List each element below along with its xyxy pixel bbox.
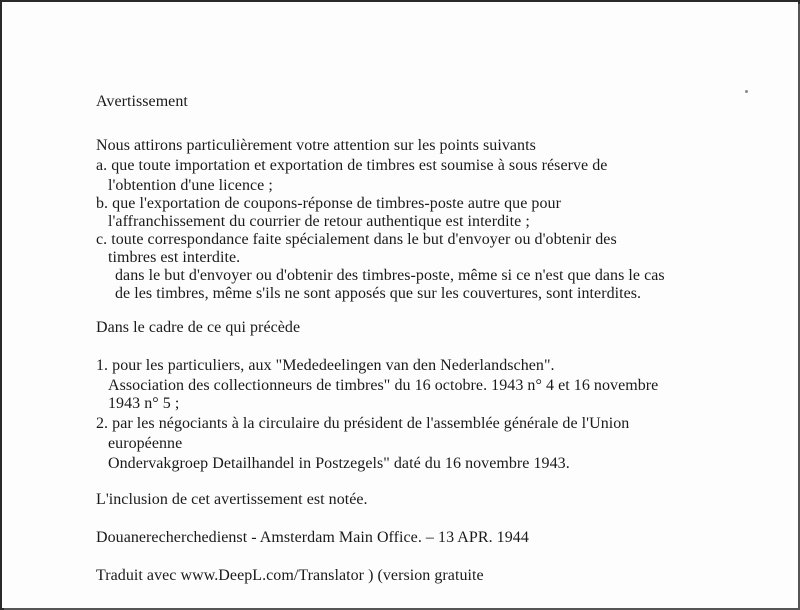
item-2-line-2: européenne <box>108 435 183 452</box>
item-1-line-1: 1. pour les particuliers, aux "Mededeelingen van den Nederlandschen". <box>96 357 555 374</box>
item-2-line-1: 2. par les négociants à la circulaire du président de l'assemblée générale de l'Union <box>96 415 630 432</box>
paper-speck <box>745 90 748 93</box>
item-c-line-2: timbres est interdite. <box>108 249 241 266</box>
item-c-line-1: c. toute correspondance faite spécialement dans le but d'envoyer ou d'obtenir des <box>96 231 617 248</box>
translation-credit: Traduit avec www.DeepL.com/Translator ) (version gratuite <box>96 567 484 584</box>
item-1-line-2: Association des collectionneurs de timbres" du 16 octobre. 1943 n° 4 et 16 novembre <box>108 377 659 394</box>
item-2-line-3: Ondervakgroep Detailhandel in Postzegels" daté du 16 novembre 1943. <box>108 455 570 472</box>
item-c-line-4: de les timbres, même s'ils ne sont apposés que sur les couvertures, sont interdites. <box>115 285 642 302</box>
context-heading: Dans le cadre de ce qui précède <box>96 319 301 336</box>
item-a-line-2: l'obtention d'une licence ; <box>108 177 273 194</box>
item-b-line-1: b. que l'exportation de coupons-réponse de timbres-poste autre que pour <box>96 195 561 212</box>
document-title: Avertissement <box>96 93 188 110</box>
inclusion-note: L'inclusion de cet avertissement est notée. <box>96 491 368 508</box>
item-b-line-2: l'affranchissement du courrier de retour authentique est interdite ; <box>108 213 530 230</box>
office-stamp-line: Douanerecherchedienst - Amsterdam Main Office. – 13 APR. 1944 <box>96 529 529 546</box>
item-1-line-3: 1943 n° 5 ; <box>108 395 180 412</box>
intro-text: Nous attirons particulièrement votre attention sur les points suivants <box>96 137 536 154</box>
item-c-line-3: dans le but d'envoyer ou d'obtenir des timbres-poste, même si ce n'est que dans le cas <box>115 267 665 284</box>
item-a-line-1: a. que toute importation et exportation de timbres est soumise à sous réserve de <box>96 157 608 174</box>
